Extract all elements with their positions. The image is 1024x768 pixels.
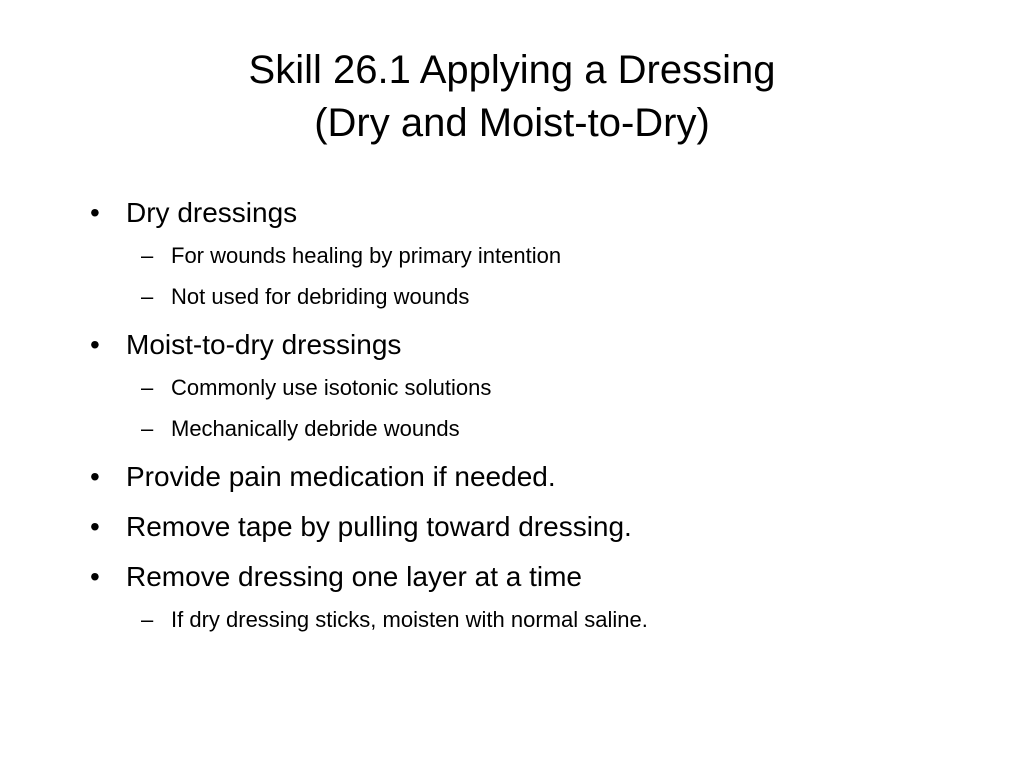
dash-icon: – xyxy=(141,416,154,441)
bullet-text: Provide pain medication if needed. xyxy=(126,461,556,492)
bullet-dot-icon: • xyxy=(90,511,100,542)
sub-bullet-item xyxy=(90,235,960,276)
title-line-2: (Dry and Moist-to-Dry) xyxy=(314,101,710,145)
bullet-dot-icon: • xyxy=(90,329,100,360)
bullet-item xyxy=(90,555,960,599)
dash-icon: – xyxy=(141,243,154,268)
title-line-1: Skill 26.1 Applying a Dressing xyxy=(248,48,776,92)
sub-bullet-item xyxy=(90,599,960,640)
sub-bullet-text: If dry dressing sticks, moisten with normal saline. xyxy=(171,607,648,632)
slide-title xyxy=(0,44,1024,150)
sub-bullet-item xyxy=(90,276,960,317)
sub-bullet-text: Not used for debriding wounds xyxy=(171,284,470,309)
bullet-dot-icon: • xyxy=(90,461,100,492)
dash-icon: – xyxy=(141,607,154,632)
bullet-text: Remove tape by pulling toward dressing. xyxy=(126,511,632,542)
bullet-text: Remove dressing one layer at a time xyxy=(126,561,582,592)
bullet-dot-icon: • xyxy=(90,197,100,228)
sub-bullet-text: For wounds healing by primary intention xyxy=(171,243,562,268)
bullet-dot-icon: • xyxy=(90,561,100,592)
sub-bullet-text: Commonly use isotonic solutions xyxy=(171,375,492,400)
bullet-text: Dry dressings xyxy=(126,197,298,228)
sub-bullet-item xyxy=(90,408,960,449)
bullet-item xyxy=(90,323,960,367)
sub-bullet-item xyxy=(90,367,960,408)
dash-icon: – xyxy=(141,284,154,309)
bullet-item xyxy=(90,455,960,499)
bullet-item xyxy=(90,505,960,549)
bullet-text: Moist-to-dry dressings xyxy=(126,329,402,360)
bullet-list xyxy=(90,191,960,640)
bullet-item xyxy=(90,191,960,235)
dash-icon: – xyxy=(141,375,154,400)
sub-bullet-text: Mechanically debride wounds xyxy=(171,416,460,441)
